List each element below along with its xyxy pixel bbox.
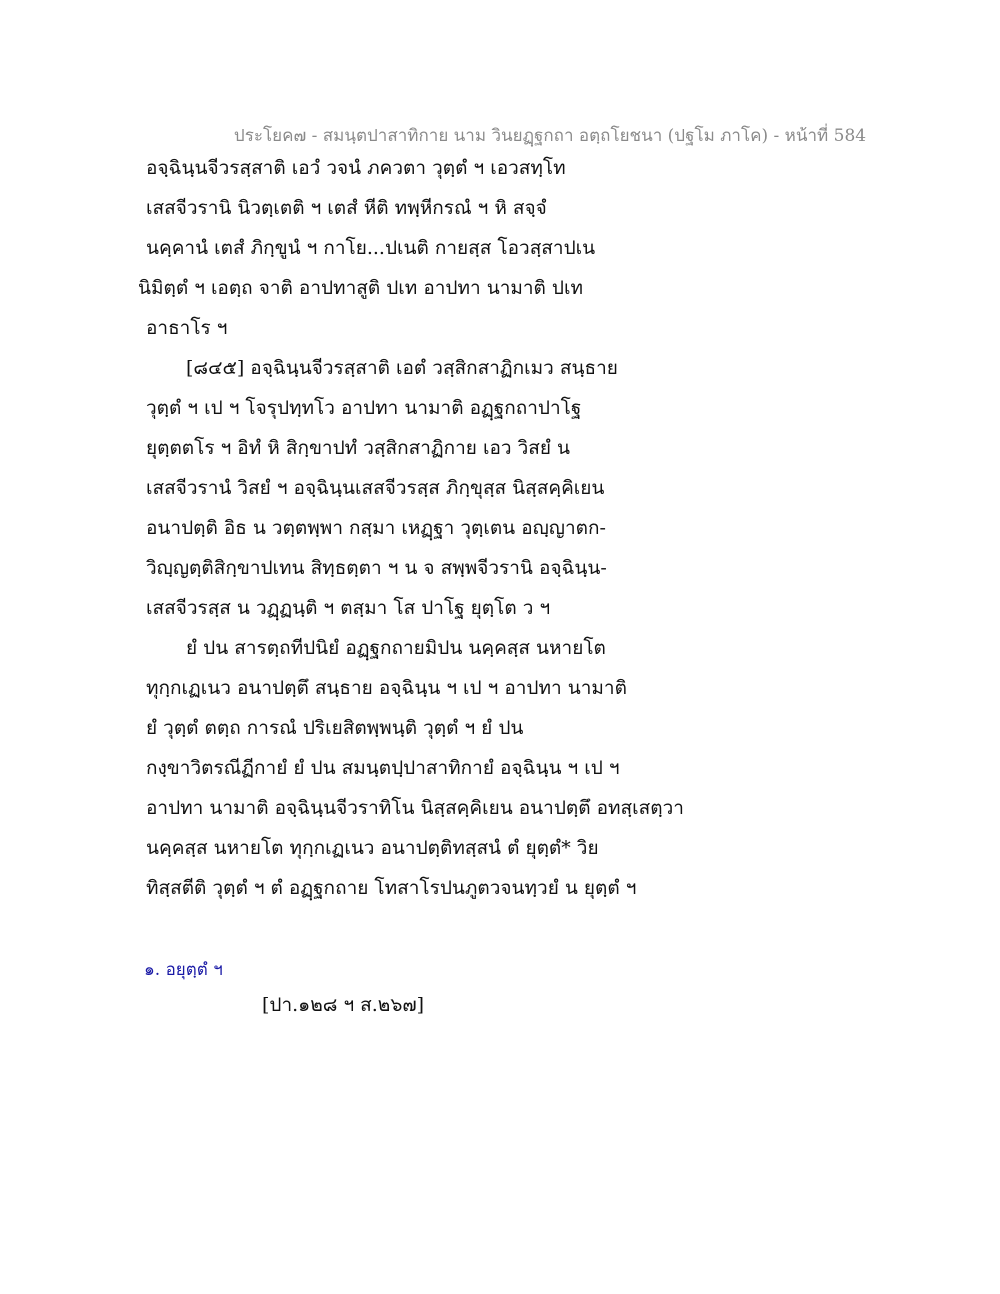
text-line: ยุตฺตตโร ฯ อิทํ หิ สิกฺขาปทํ วสฺสิกสาฏิกาย เอว วิสยํ น	[146, 437, 571, 459]
text-line: วุตฺตํ ฯ เป ฯ โจรุปทฺทโว อาปทา นามาติ อฏฺฐกถาปาโฐ	[146, 397, 582, 419]
text-line: เสสจีวรานิ นิวตฺเตติ ฯ เตสํ หีติ ทพฺหีกรณํ ฯ หิ สจฺจํ	[146, 197, 547, 219]
text-line: นคฺคานํ เตสํ ภิกฺขูนํ ฯ กาโย...ปเนติ กายสฺส โอวสฺสาปเน	[146, 237, 596, 259]
text-line: อนาปตฺติ อิธ น วตฺตพฺพา กสฺมา เหฏฺฐา วุตฺเตน อญฺญาตก-	[146, 517, 606, 539]
text-line: วิญฺญตฺติสิกฺขาปเทน สิทฺธตฺตา ฯ น จ สพฺพจีวรานิ อจฺฉินฺน-	[146, 557, 607, 579]
text-line: นคฺคสฺส นหายโต ทุกฺกเฏเนว อนาปตฺติทสฺสนํ ตํ ยุตฺตํ* วิย	[146, 837, 599, 859]
page-header: ประโยค๗ - สมนฺตปาสาทิกาย นาม วินยฏฺฐกถา อตฺถโยชนา (ปฐโม ภาโค) - หน้าที่ 584	[233, 126, 867, 146]
text-line: อาปทา นามาติ อจฺฉินฺนจีวราทิโน นิสฺสคฺคิเยน อนาปตฺตึ อทสฺเสตฺวา	[146, 797, 684, 819]
footnote: ๑. อยุตฺตํ ฯ	[144, 960, 223, 980]
text-line: ทิสฺสตีติ วุตฺตํ ฯ ตํ อฏฺฐกถาย โทสาโรปนภูตวจนทฺวยํ น ยุตฺตํ ฯ	[146, 877, 637, 899]
text-line: กงฺขาวิตรณีฏีกายํ ยํ ปน สมนฺตปฺปาสาทิกายํ อจฺฉินฺน ฯ เป ฯ	[146, 757, 620, 779]
text-line: ยํ ปน สารตฺถทีปนิยํ อฏฺฐกถายมิปน นคฺคสฺส นหายโต	[186, 637, 606, 659]
text-line: เสสจีวรานํ วิสยํ ฯ อจฺฉินฺนเสสจีวรสฺส ภิกฺขุสฺส นิสฺสคฺคิเยน	[146, 477, 605, 499]
text-line: อจฺฉินฺนจีวรสฺสาติ เอวํ วจนํ ภควตา วุตฺตํ ฯ เอวสทฺโท	[146, 157, 566, 179]
text-line: ยํ วุตฺตํ ตตฺถ การณํ ปริเยสิตพฺพนฺติ วุตฺตํ ฯ ยํ ปน	[146, 717, 524, 739]
text-line: [๘๔๕] อจฺฉินฺนจีวรสฺสาติ เอตํ วสฺสิกสาฏิกเมว สนฺธาย	[186, 357, 618, 379]
text-line: อาธาโร ฯ	[146, 317, 228, 339]
text-line: ทุกฺกเฏเนว อนาปตฺตึ สนฺธาย อจฺฉินฺน ฯ เป ฯ อาปทา นามาติ	[146, 677, 627, 699]
text-line: เสสจีวรสฺส น วฏฺฏนฺติ ฯ ตสฺมา โส ปาโฐ ยุตฺโต ว ฯ	[146, 597, 551, 619]
text-line: นิมิตฺตํ ฯ เอตฺถ จาติ อาปทาสูติ ปเท อาปทา นามาติ ปเท	[138, 277, 584, 299]
page-reference: [ปา.๑๒๘ ฯ ส.๒๖๗]	[262, 994, 425, 1016]
